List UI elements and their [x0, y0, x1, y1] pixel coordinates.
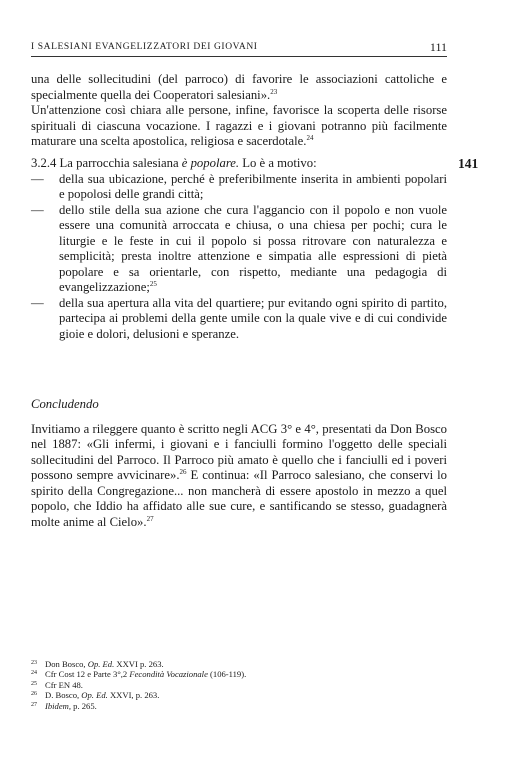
- intro-paragraph-2: [31, 103, 447, 150]
- footnotes: [31, 659, 447, 711]
- list-item-text: dello stile della sua azione che cura l'aggancio con il popolo e non vuole essere una comunità arroccata e chiusa, o una chiesa per pochi; cura le liturgie e le feste in cui il popolo si possa ritrovare con naturalezza e semplicità; presta inoltre attenzione e simpatia alle espressioni di pietà popolare e sa orientarle, con rispetto, mediante una pedagogia di evangelizzazione;: [59, 202, 447, 294]
- section-number: 3.2.4: [31, 156, 57, 170]
- footnote: [31, 659, 447, 669]
- intro-section: [31, 72, 447, 150]
- footnote-text-italic: Op. Ed.: [87, 659, 115, 669]
- footnote-text-end: XXVI p. 263.: [114, 659, 164, 669]
- section-heading: [31, 156, 447, 172]
- conclusion-text-a: Invitiamo a rileggere quanto è scritto negli ACG 3° e 4°, presentati da Don Bosco nel 1887: «Gli infermi, i giovani e i fanciulli formino l'oggetto delle speciali sollecitudini del Parroco. Il Parroco più amato è quello che i fanciulli ed i poveri possono sempre avvicinare».: [31, 421, 447, 482]
- list-item-text: della sua apertura alla vita del quartiere; pur evitando ogni spirito di partito, partecipa ai problemi della gente umile con la quale vive e di cui condivide gioie e dolori, delusioni e speranze.: [59, 295, 447, 341]
- list-item-text: della sua ubicazione, perché è preferibilmente inserita in ambienti popolari e popolosi delle grandi città;: [59, 171, 447, 201]
- footnote: [31, 680, 447, 690]
- footnote-number: 24: [31, 670, 37, 677]
- footnote-text-italic: Ibidem,: [45, 700, 72, 711]
- footnote-text: Cfr EN 48.: [45, 679, 83, 690]
- section-title: La parrocchia salesiana: [59, 156, 182, 170]
- intro-paragraph-1: [31, 72, 447, 103]
- footnote-ref-25[interactable]: 25: [149, 280, 157, 288]
- footnote-ref-24[interactable]: 24: [306, 134, 314, 142]
- intro-paragraph-2-text: Un'attenzione così chiara alle persone, infine, favorisce la scoperta delle risorse spirituali di ciascuna vocazione. I ragazzi e i giovani potranno più facilmente maturare una scelta apostolica, religiosa e sacerdotale.: [31, 103, 447, 148]
- conclusion-section: [31, 397, 447, 530]
- list-item: [31, 172, 447, 203]
- footnote-ref-23[interactable]: 23: [270, 87, 278, 96]
- list-item: [31, 296, 447, 343]
- footnote-text-end: p. 265.: [71, 700, 97, 711]
- footnote-text: Don Bosco,: [45, 659, 88, 669]
- conclusion-heading: Concludendo: [31, 397, 99, 411]
- footnote-number: 23: [31, 660, 37, 666]
- footnote: [31, 669, 447, 679]
- margin-paragraph-number: 141: [458, 156, 479, 171]
- section-title-emphasis: è popolare.: [181, 156, 240, 170]
- list-item: [31, 203, 447, 296]
- footnote-ref-26[interactable]: 26: [179, 468, 187, 476]
- footnote-ref-27[interactable]: 27: [146, 514, 154, 523]
- section-3-2-4: [31, 156, 447, 342]
- conclusion-paragraph: [31, 422, 447, 531]
- footnote-number: 26: [31, 691, 37, 698]
- intro-paragraph-1-text: una delle sollecitudini (del parroco) di favorire le associazioni cattoliche e specialmente quella dei Cooperatori salesiani».: [31, 72, 447, 102]
- running-title: I SALESIANI EVANGELIZZATORI DEI GIOVANI: [31, 42, 258, 52]
- footnote: [31, 701, 447, 711]
- footnote-number: 27: [31, 701, 37, 708]
- running-header: [31, 40, 447, 57]
- dash-marker: —: [31, 202, 44, 217]
- footnote-text-italic: Fecondità Vocazionale: [129, 669, 208, 680]
- dash-marker: —: [31, 295, 44, 310]
- footnote-text-end: (106-119).: [207, 669, 247, 680]
- footnote-text: Cfr Cost 12 e Parte 3°,2: [45, 669, 130, 680]
- footnote-text-end: XXVI, p. 263.: [107, 690, 160, 701]
- footnote-text-italic: Op. Ed.: [81, 690, 108, 701]
- footnote-number: 25: [31, 680, 37, 687]
- conclusion-text-b: E continua: «Il Parroco salesiano, che conservi lo spirito della Congregazione... non mancherà di essere apostolo in mezzo a quel popolo, che Iddio ha affidato alle sue cure, e santificando se stesso, guadagnerà molte anime al Cielo».: [31, 468, 447, 529]
- section-title-end: Lo è a motivo:: [239, 156, 317, 170]
- footnote-text: D. Bosco,: [45, 690, 82, 701]
- dash-marker: —: [31, 171, 44, 186]
- footnote: [31, 690, 447, 700]
- page-number: 111: [429, 40, 447, 54]
